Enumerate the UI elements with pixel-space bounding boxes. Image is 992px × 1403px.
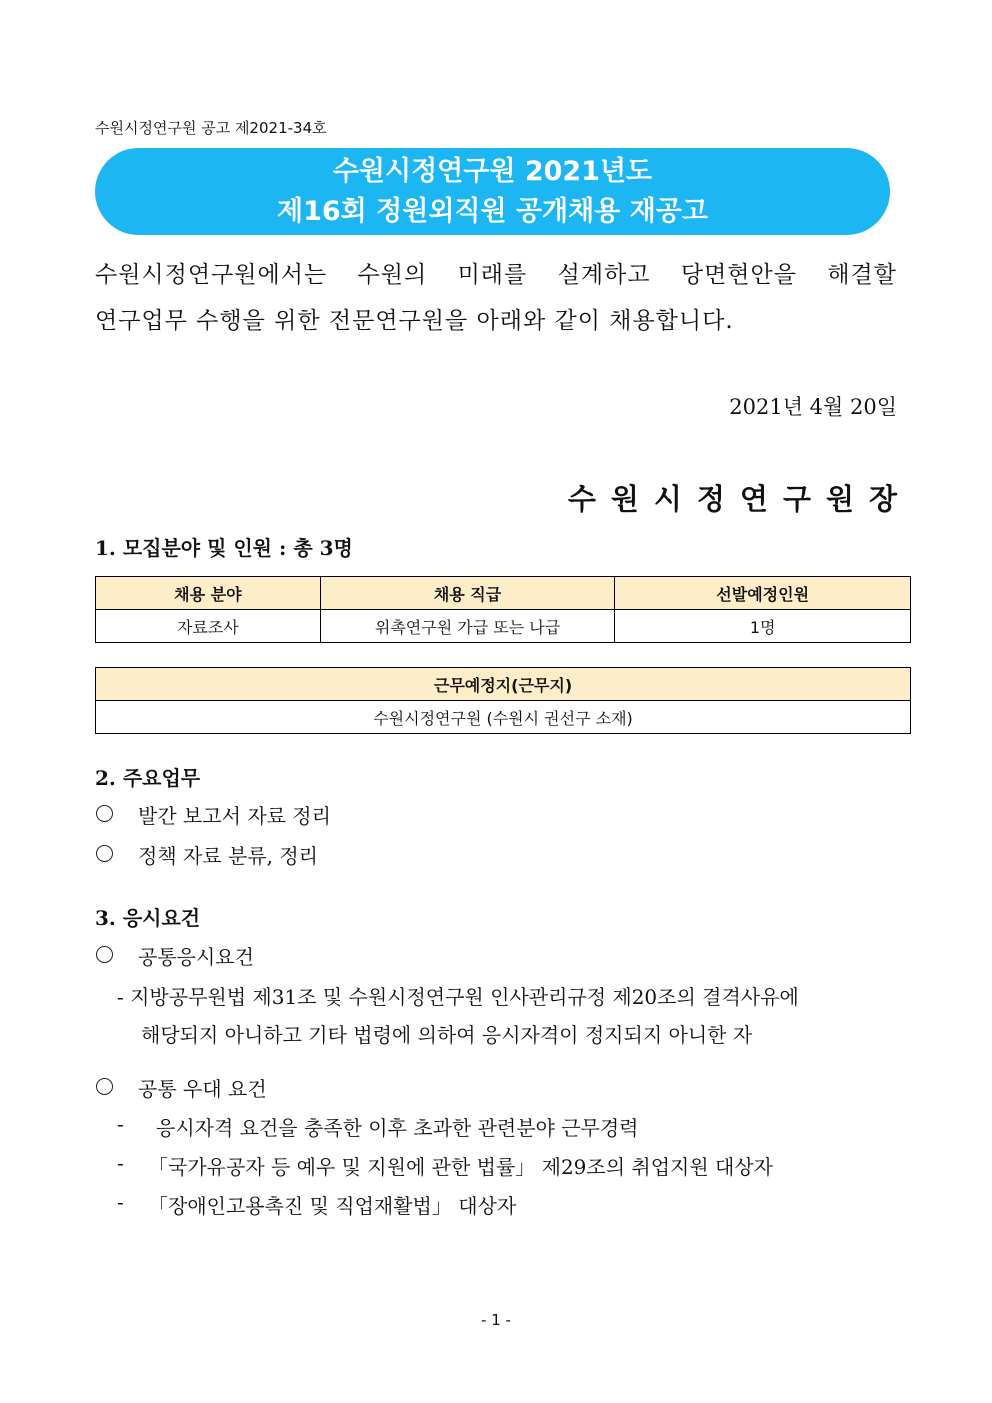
section-2-title: 2. 주요업무 bbox=[95, 766, 201, 790]
intro-line-2: 연구업무 수행을 위한 전문연구원을 아래와 같이 채용합니다. bbox=[95, 308, 734, 334]
title-banner bbox=[95, 148, 890, 235]
common-requirement-title: 공통응시요건 bbox=[138, 945, 254, 969]
header-grade: 채용 직급 bbox=[320, 577, 615, 610]
section-1-title: 1. 모집분야 및 인원 : 총 3명 bbox=[95, 536, 353, 560]
preference-item-3: 「장애인고용촉진 및 직업재활법」 대상자 bbox=[148, 1194, 517, 1218]
preference-item-1: 응시자격 요건을 충족한 이후 초과한 관련분야 근무경력 bbox=[156, 1116, 639, 1140]
intro-paragraph bbox=[95, 252, 897, 344]
header-count: 선발예정인원 bbox=[615, 577, 911, 610]
preference-title: 공통 우대 요건 bbox=[138, 1077, 267, 1101]
location-value: 수원시정연구원 (수원시 권선구 소재) bbox=[96, 701, 911, 734]
section-3-title: 3. 응시요건 bbox=[95, 906, 201, 930]
cell-grade: 위촉연구원 가급 또는 나급 bbox=[320, 610, 615, 643]
circle-bullet-icon bbox=[96, 845, 113, 862]
title-line-2: 제16회 정원외직원 공개채용 재공고 bbox=[277, 195, 708, 227]
dash-icon: - bbox=[117, 1190, 124, 1214]
location-table bbox=[95, 667, 911, 734]
recruitment-table bbox=[95, 576, 911, 643]
cell-field: 자료조사 bbox=[96, 610, 321, 643]
notice-date: 2021년 4월 20일 bbox=[729, 395, 897, 419]
page-number: - 1 - bbox=[481, 1311, 511, 1329]
duty-item-1: 발간 보고서 자료 정리 bbox=[138, 804, 331, 828]
duty-item-2: 정책 자료 분류, 정리 bbox=[138, 844, 318, 868]
table-row bbox=[96, 610, 911, 643]
dash-icon: - bbox=[117, 1151, 124, 1175]
table-header-row bbox=[96, 577, 911, 610]
common-requirement-line-1: - 지방공무원법 제31조 및 수원시정연구원 인사관리규정 제20조의 결격사유에 bbox=[117, 985, 799, 1009]
location-header: 근무예정지(근무지) bbox=[96, 668, 911, 701]
circle-bullet-icon bbox=[96, 805, 113, 822]
header-field: 채용 분야 bbox=[96, 577, 321, 610]
circle-bullet-icon bbox=[96, 1078, 113, 1095]
notice-number: 수원시정연구원 공고 제2021-34호 bbox=[95, 119, 327, 137]
intro-line-1: 수원시정연구원에서는 수원의 미래를 설계하고 당면현안을 해결할 bbox=[95, 262, 897, 288]
cell-count: 1명 bbox=[615, 610, 911, 643]
preference-item-2: 「국가유공자 등 예우 및 지원에 관한 법률」 제29조의 취업지원 대상자 bbox=[148, 1155, 773, 1179]
signer: 수원시정연구원장 bbox=[567, 482, 912, 516]
title-line-1: 수원시정연구원 2021년도 bbox=[332, 155, 653, 187]
common-requirement-line-2: 해당되지 아니하고 기타 법령에 의하여 응시자격이 정지되지 아니한 자 bbox=[141, 1023, 753, 1047]
circle-bullet-icon bbox=[96, 946, 113, 963]
dash-icon: - bbox=[117, 1112, 124, 1136]
